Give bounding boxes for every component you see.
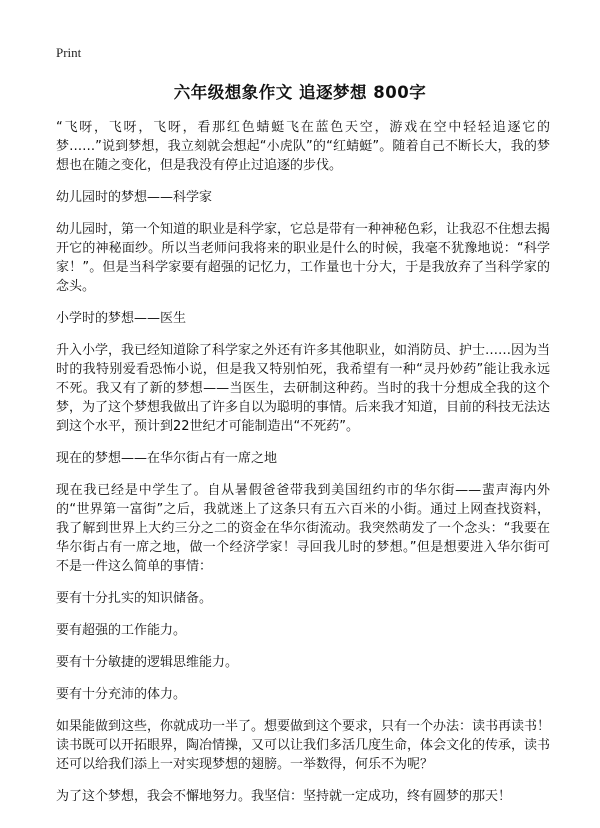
section-heading-kindergarten: 幼儿园时的梦想——科学家 — [56, 190, 213, 205]
paragraph-kindergarten: 幼儿园时，第一个知道的职业是科学家，它总是带有一种神秘色彩，让我忍不住想去揭开它的神秘面纱。所以当老师问我将来的职业是什么的时候，我毫不犹豫地说：“科学家！”。但是当科学家要有超强的记忆力，工作量也十分大，于是我放弃了当科学家的念头。 — [56, 222, 551, 294]
page-title: 六年级想象作文 追逐梦想 800字 — [173, 83, 427, 102]
section-heading-primary-school: 小学时的梦想——医生 — [56, 311, 187, 326]
paragraph-present: 现在我已经是中学生了。自从暑假爸爸带我到美国纽约市的华尔街——蜚声海内外的“世界第一富街”之后，我就迷上了这条只有五六百米的小街。通过上网查找资料，我了解到世界上大约三分之二的资金在华尔街流动。我突然萌发了一个念头：“我要在华尔街占有一席之地，做一个经济学家！寻回我儿时的梦想。”但是想要进入华尔街可不是一件这么简单的事情： — [56, 483, 550, 574]
print-link[interactable]: Print — [56, 45, 82, 60]
section-heading-present: 现在的梦想——在华尔街占有一席之地 — [56, 451, 278, 466]
article-body — [56, 118, 550, 806]
paragraph-primary-school: 升入小学，我已经知道除了科学家之外还有许多其他职业，如消防员、护士……因为当时的我特别爱看恐怖小说，但是我又特别怕死，我希望有一种“灵丹妙药”能让我永远不死。我又有了新的梦想——当医生，去研制这种药。当时的我十分想成全我的这个梦，为了这个梦想我做出了许多自以为聪明的事情。后来我才知道，目前的科技无法达到这个水平，预计到22世纪才可能制造出“不死药”。 — [56, 343, 551, 434]
requirement-item: 要有超强的工作能力。 — [56, 623, 187, 638]
paragraph-reading: 如果能做到这些，你就成功一半了。想要做到这个要求，只有一个办法：读书再读书！读书既可以开拓眼界，陶冶情操，又可以让我们多活几度生命，体会文化的传承，读书还可以给我们添上一对实现梦想的翅膀。一举数得，何乐不为呢？ — [56, 719, 551, 772]
requirement-item: 要有十分扎实的知识储备。 — [56, 591, 213, 606]
requirement-item: 要有十分充沛的体力。 — [56, 687, 187, 702]
requirement-item: 要有十分敏捷的逻辑思维能力。 — [56, 655, 239, 670]
paragraph-conclusion: 为了这个梦想，我会不懈地努力。我坚信：坚持就一定成功，终有圆梦的那天！ — [56, 789, 512, 804]
paragraph-intro: “飞呀，飞呀，飞呀，看那红色蜻蜓飞在蓝色天空，游戏在空中轻轻追逐它的梦……”说到梦想，我立刻就会想起“小虎队”的“红蜻蜓”。随着自己不断长大，我的梦想也在随之变化，但是我没有停止过追逐的步伐。 — [56, 120, 550, 173]
